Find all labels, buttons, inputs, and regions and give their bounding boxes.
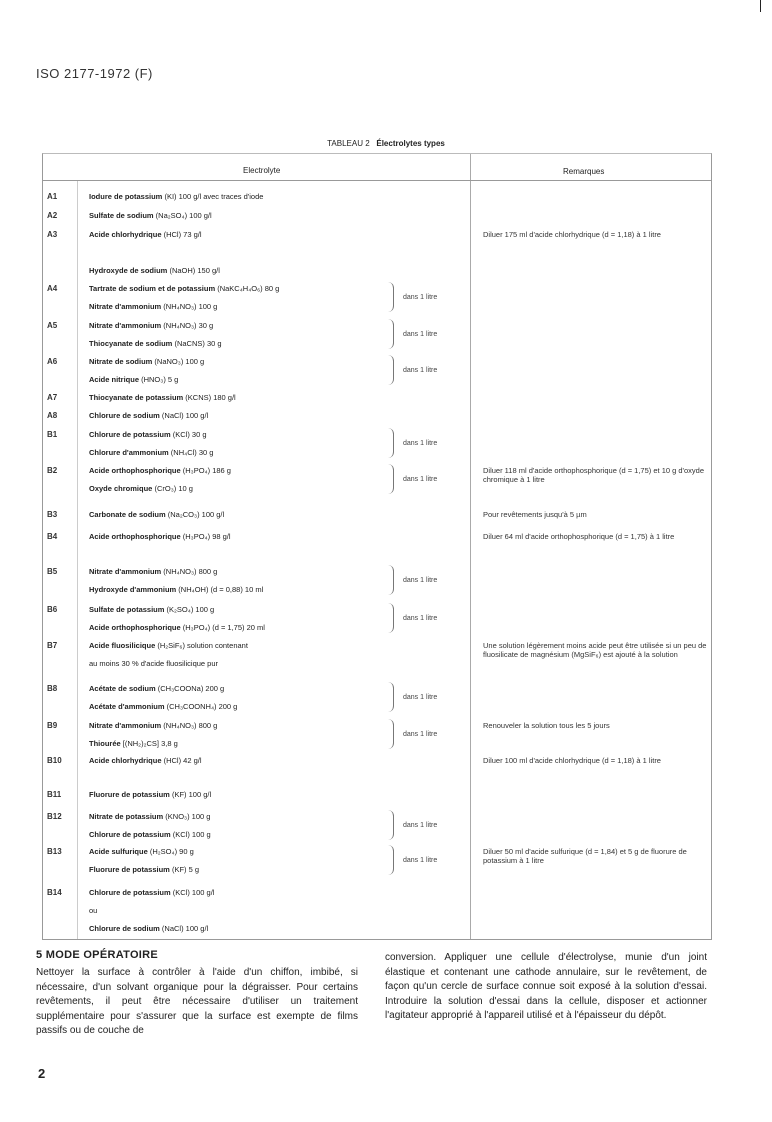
volume-note: dans 1 litre [403,440,438,447]
electrolyte-line [89,192,263,201]
compound-name: Chlorure d'ammonium [89,448,169,457]
compound-name: Hydroxyde d'ammonium [89,585,177,594]
compound-formula: (Na₂SO₄) 100 g/l [153,211,212,220]
row-code: A6 [47,357,58,366]
compound-formula: (KNO₃) 100 g [163,812,211,821]
row-remark: Diluer 118 ml d'acide orthophosphorique (d = 1,75) et 10 g d'oxyde chromique à 1 litre [483,466,704,484]
volume-note: dans 1 litre [403,331,438,338]
compound-formula: (HCl) 42 g/l [161,756,202,765]
brace-mark [385,282,394,312]
electrolyte-line [89,393,236,402]
compound-name: Chlorure de potassium [89,830,171,839]
compound-name: Chlorure de potassium [89,430,171,439]
compound-formula: (H₂SO₄) 90 g [147,847,194,856]
brace-mark [385,565,394,595]
compound-name: Fluorure de potassium [89,865,170,874]
row-code: A4 [47,284,58,293]
electrolyte-line [89,623,265,632]
compound-name: Acide fluosilicique [89,641,156,650]
compound-formula: (CH₃COONa) 200 g [155,684,225,693]
brace-mark [385,464,394,494]
table-caption [0,139,772,148]
compound-formula: (KCl) 30 g [170,430,207,439]
row-remark: Diluer 100 ml d'acide chlorhydrique (d = 1,18) à 1 litre [483,756,661,765]
compound-name: Iodure de potassium [89,192,163,201]
compound-formula: (NaCNS) 30 g [172,339,222,348]
compound-name: Thiourée [89,739,121,748]
row-code: B10 [47,756,62,765]
row-remark: Renouveler la solution tous les 5 jours [483,721,610,730]
compound-formula: (KCNS) 180 g/l [183,393,236,402]
row-remark: Diluer 64 ml d'acide orthophosphorique (d = 1,75) à 1 litre [483,532,675,541]
row-code: B7 [47,641,58,650]
row-code: B11 [47,790,62,799]
electrolyte-line [89,721,217,730]
table-caption-label: TABLEAU 2 [327,139,370,148]
compound-name: Nitrate d'ammonium [89,721,162,730]
compound-name: Nitrate d'ammonium [89,321,162,330]
volume-note: dans 1 litre [403,615,438,622]
compound-formula: (KF) 5 g [169,865,200,874]
electrolyte-line [89,812,210,821]
compound-name: Acide orthophosphorique [89,532,181,541]
row-code: B8 [47,684,58,693]
row-code: A8 [47,411,58,420]
corner-mark [760,0,761,12]
compound-name: Nitrate de sodium [89,357,153,366]
compound-formula: (H₃PO₄) 98 g/l [180,532,231,541]
compound-formula: (NH₄NO₃) 30 g [161,321,214,330]
compound-name: Acide orthophosphorique [89,623,181,632]
row-code: A3 [47,230,58,239]
row-code: B14 [47,888,62,897]
electrolyte-line [89,284,279,293]
compound-name: Sulfate de sodium [89,211,154,220]
electrolyte-line [89,641,248,650]
compound-formula: (NaCl) 100 g/l [159,924,209,933]
compound-name: Nitrate de potassium [89,812,164,821]
compound-formula: (HCl) 73 g/l [161,230,202,239]
electrolyte-line [89,702,237,711]
compound-name: Acide nitrique [89,375,140,384]
compound-formula: (KI) 100 g/l avec traces d'iode [162,192,264,201]
compound-name: Acétate d'ammonium [89,702,165,711]
compound-formula: (NaKC₄H₄O₆) 80 g [215,284,280,293]
compound-formula: (H₃PO₄) (d = 1,75) 20 ml [180,623,265,632]
brace-mark [385,355,394,385]
compound-name: Carbonate de sodium [89,510,166,519]
row-code: B9 [47,721,58,730]
electrolyte-line [89,484,193,493]
volume-note: dans 1 litre [403,857,438,864]
row-remark: Diluer 175 ml d'acide chlorhydrique (d = 1,18) à 1 litre [483,230,661,239]
brace-mark [385,682,394,712]
brace-mark [385,319,394,349]
electrolyte-line [89,847,194,856]
column-header-electrolyte: Electrolyte [243,166,281,175]
code-divider [77,180,78,939]
row-code: B2 [47,466,58,475]
compound-formula: [(NH₂)₂CS] 3,8 g [120,739,178,748]
section-paragraph-left: Nettoyer la surface à contrôler à l'aide d'un chiffon, imbibé, si nécessaire, d'un solvant organique pour la dégraisser. Pour certains revêtements, il peut être nécessaire d'utiliser un traitement supplémentaire pour s'assurer que la surface est exempte de films passifs ou de couche de [36,967,358,1036]
electrolyte-line [89,567,217,576]
electrolyte-line [89,906,97,915]
volume-note: dans 1 litre [403,822,438,829]
electrolyte-line [89,659,218,668]
electrolyte-line [89,924,208,933]
row-remark: Une solution légèrement moins acide peut être utilisée si un peu de fluosilicate de magnésium (MgSiF₆) est ajouté à la solution [483,641,707,659]
section-title: 5 MODE OPÉRATOIRE [36,949,159,961]
compound-formula: au moins 30 % d'acide fluosilicique pur [89,659,219,668]
compound-formula: (K₂SO₄) 100 g [164,605,215,614]
electrolyte-line [89,532,231,541]
compound-name: Fluorure de potassium [89,790,170,799]
electrolyte-line [89,888,214,897]
compound-formula: (KCl) 100 g [170,830,211,839]
row-code: B12 [47,812,62,821]
electrolyte-line [89,357,204,366]
compound-formula: (H₂SiF₆) solution contenant [155,641,248,650]
compound-formula: (HNO₃) 5 g [139,375,179,384]
row-code: B6 [47,605,58,614]
electrolyte-line [89,830,211,839]
row-remark: Diluer 50 ml d'acide sulfurique (d = 1,84) et 5 g de fluorure de potassium à 1 litre [483,847,687,865]
header-rule [43,180,711,181]
electrolyte-line [89,375,178,384]
compound-name: Chlorure de potassium [89,888,171,897]
compound-formula: (NH₄Cl) 30 g [168,448,214,457]
section-paragraph-right: conversion. Appliquer une cellule d'électrolyse, munie d'un joint élastique et contenant une cathode annulaire, sur le revêtement, de façon qu'un cercle de surface connue soit exposé à la solution d'essai. Introduire la solution d'essai dans la cellule, disposer et actionner l'agitateur approprié à l'appareil utilisé et à l'épaisseur du dépôt. [385,952,707,1021]
compound-formula: (CrO₃) 10 g [152,484,193,493]
compound-formula: (Na₂CO₃) 100 g/l [165,510,225,519]
electrolyte-line [89,756,202,765]
row-code: A1 [47,192,58,201]
compound-name: Chlorure de sodium [89,924,160,933]
electrolyte-line [89,605,214,614]
compound-formula: (NaCl) 100 g/l [159,411,209,420]
compound-formula: (H₃PO₄) 186 g [180,466,231,475]
brace-mark [385,719,394,749]
compound-formula: (NH₄OH) (d = 0,88) 10 ml [176,585,264,594]
volume-note: dans 1 litre [403,577,438,584]
compound-name: Sulfate de potassium [89,605,165,614]
compound-name: Thiocyanate de sodium [89,339,173,348]
page-number: 2 [38,1066,46,1081]
brace-mark [385,428,394,458]
compound-name: Nitrate d'ammonium [89,567,162,576]
compound-name: Acide orthophosphorique [89,466,181,475]
compound-formula: (NaNO₃) 100 g [152,357,205,366]
compound-name: Hydroxyde de sodium [89,266,168,275]
compound-formula: (KF) 100 g/l [169,790,212,799]
compound-name: Chlorure de sodium [89,411,160,420]
row-code: B13 [47,847,62,856]
compound-formula: (KCl) 100 g/l [170,888,215,897]
electrolyte-table [42,153,712,940]
column-header-remarks: Remarques [563,167,605,176]
row-remark: Pour revêtements jusqu'à 5 µm [483,510,587,519]
electrolyte-line [89,339,222,348]
compound-name: Acide sulfurique [89,847,148,856]
electrolyte-line [89,790,211,799]
electrolyte-line [89,684,224,693]
compound-name: Nitrate d'ammonium [89,302,162,311]
column-divider [470,154,471,939]
compound-formula: ou [89,906,98,915]
electrolyte-line [89,230,202,239]
electrolyte-line [89,430,207,439]
document-header: ISO 2177-1972 (F) [36,66,153,81]
compound-name: Acétate de sodium [89,684,156,693]
brace-mark [385,603,394,633]
electrolyte-line [89,510,224,519]
electrolyte-line [89,302,217,311]
compound-name: Oxyde chromique [89,484,153,493]
electrolyte-line [89,865,199,874]
electrolyte-line [89,585,263,594]
electrolyte-line [89,739,178,748]
row-code: B5 [47,567,58,576]
electrolyte-line [89,321,213,330]
volume-note: dans 1 litre [403,731,438,738]
volume-note: dans 1 litre [403,476,438,483]
row-code: A2 [47,211,58,220]
row-code: B3 [47,510,58,519]
electrolyte-line [89,448,213,457]
row-code: A5 [47,321,58,330]
compound-formula: (NH₄NO₃) 800 g [161,567,218,576]
compound-name: Acide chlorhydrique [89,230,162,239]
electrolyte-line [89,211,212,220]
electrolyte-line [89,266,220,275]
table-caption-title: Électrolytes types [376,139,445,148]
electrolyte-line [89,466,231,475]
brace-mark [385,845,394,875]
compound-name: Thiocyanate de potassium [89,393,184,402]
row-code: B1 [47,430,58,439]
compound-name: Tartrate de sodium et de potassium [89,284,216,293]
brace-mark [385,810,394,840]
compound-formula: (CH₃COONH₄) 200 g [164,702,238,711]
volume-note: dans 1 litre [403,367,438,374]
row-code: B4 [47,532,58,541]
electrolyte-line [89,411,208,420]
row-code: A7 [47,393,58,402]
compound-name: Acide chlorhydrique [89,756,162,765]
compound-formula: (NaOH) 150 g/l [167,266,220,275]
volume-note: dans 1 litre [403,694,438,701]
volume-note: dans 1 litre [403,294,438,301]
compound-formula: (NH₄NO₃) 100 g [161,302,218,311]
compound-formula: (NH₄NO₃) 800 g [161,721,218,730]
